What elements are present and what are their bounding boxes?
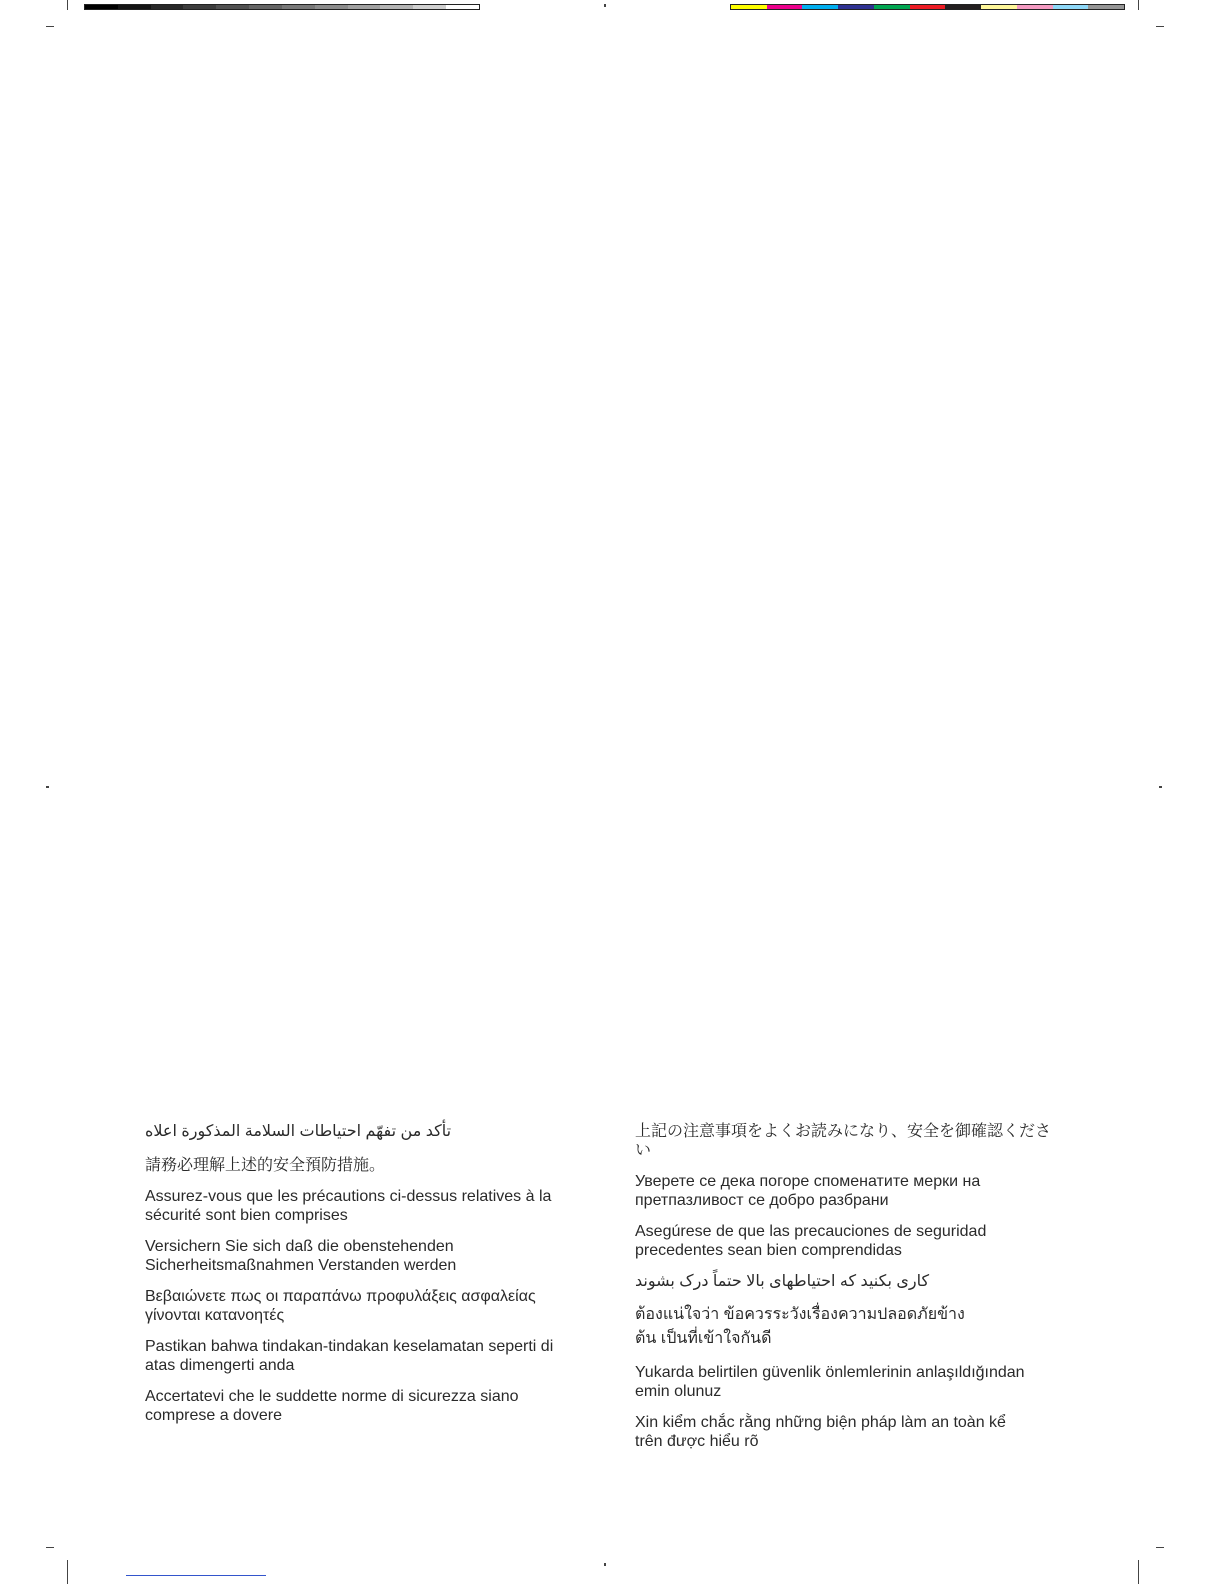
safety-text-macedonian: Уверете се дека погоре споменатите мерки на претпазливост се добро разбрани: [635, 1173, 981, 1209]
crop-mark: [46, 1547, 54, 1548]
crop-mark: [67, 1560, 68, 1584]
calibration-swatch: [838, 5, 874, 9]
calibration-swatch: [413, 5, 446, 9]
crop-mark: [1159, 786, 1162, 788]
crop-mark: [46, 786, 49, 788]
crop-mark: [67, 0, 68, 10]
calibration-swatch: [802, 5, 838, 9]
calibration-swatch: [1053, 5, 1089, 9]
color-calibration-bar: [730, 4, 1125, 10]
calibration-swatch: [981, 5, 1017, 9]
safety-text-thai: ต้องแน่ใจว่า ข้อควรระวังเรื่องความปลอดภัยข้างต้น เป็นที่เข้าใจกันดี: [635, 1306, 965, 1347]
footer-rule: [126, 1575, 266, 1576]
safety-text-greek: Βεβαιώνετε πως οι παραπάνω προφυλάξεις ασφαλείας γίνονται κατανοητές: [145, 1288, 536, 1324]
calibration-swatch: [216, 5, 249, 9]
calibration-swatch: [1017, 5, 1053, 9]
calibration-swatch: [348, 5, 381, 9]
calibration-swatch: [910, 5, 946, 9]
left-language-column: [145, 1122, 575, 1425]
safety-text-arabic: تأكد من تفهّم احتياطات السلامة المذكورة اعلاه: [145, 1123, 452, 1140]
calibration-swatch: [118, 5, 151, 9]
safety-text-french: Assurez-vous que les précautions ci-dessus relatives à la sécurité sont bien comprises: [145, 1188, 552, 1224]
calibration-swatch: [945, 5, 981, 9]
crop-mark: [1156, 26, 1164, 27]
safety-text-vietnamese: Xin kiểm chắc rằng những biện pháp làm an toàn kể trên được hiểu rõ: [635, 1414, 1006, 1450]
calibration-swatch: [731, 5, 767, 9]
safety-text-chinese: 請務必理解上述的安全預防措施。: [145, 1157, 386, 1174]
calibration-swatch: [85, 5, 118, 9]
crop-mark: [46, 26, 54, 27]
crop-mark: [604, 4, 606, 7]
calibration-swatch: [249, 5, 282, 9]
calibration-swatch: [446, 5, 479, 9]
safety-text-spanish: Asegúrese de que las precauciones de seguridad precedentes sean bien comprendidas: [635, 1223, 987, 1259]
calibration-swatch: [1088, 5, 1124, 9]
safety-text-indonesian: Pastikan bahwa tindakan-tindakan keselamatan seperti di atas dimengerti anda: [145, 1338, 554, 1374]
crop-mark: [1138, 0, 1139, 10]
calibration-swatch: [380, 5, 413, 9]
crop-mark: [1138, 1560, 1139, 1584]
safety-text-japanese: 上記の注意事項をよくお読みになり、安全を御確認ください: [635, 1123, 1052, 1159]
gray-calibration-bar: [84, 4, 480, 10]
right-language-column: [635, 1122, 1055, 1451]
safety-text-turkish: Yukarda belirtilen güvenlik önlemlerinin anlaşıldığından emin olunuz: [635, 1364, 1025, 1400]
calibration-swatch: [315, 5, 348, 9]
calibration-swatch: [874, 5, 910, 9]
safety-text-german: Versichern Sie sich daß die obenstehenden Sicherheitsmaßnahmen Verstanden werden: [145, 1238, 457, 1274]
safety-text-persian: کاری بکنید که احتیاطهای بالا حتماً درک بشوند: [635, 1273, 930, 1290]
calibration-swatch: [151, 5, 184, 9]
calibration-swatch: [183, 5, 216, 9]
calibration-swatch: [767, 5, 803, 9]
crop-mark: [604, 1563, 606, 1566]
calibration-swatch: [282, 5, 315, 9]
crop-mark: [1156, 1547, 1164, 1548]
safety-text-italian: Accertatevi che le suddette norme di sicurezza siano comprese a dovere: [145, 1388, 519, 1424]
